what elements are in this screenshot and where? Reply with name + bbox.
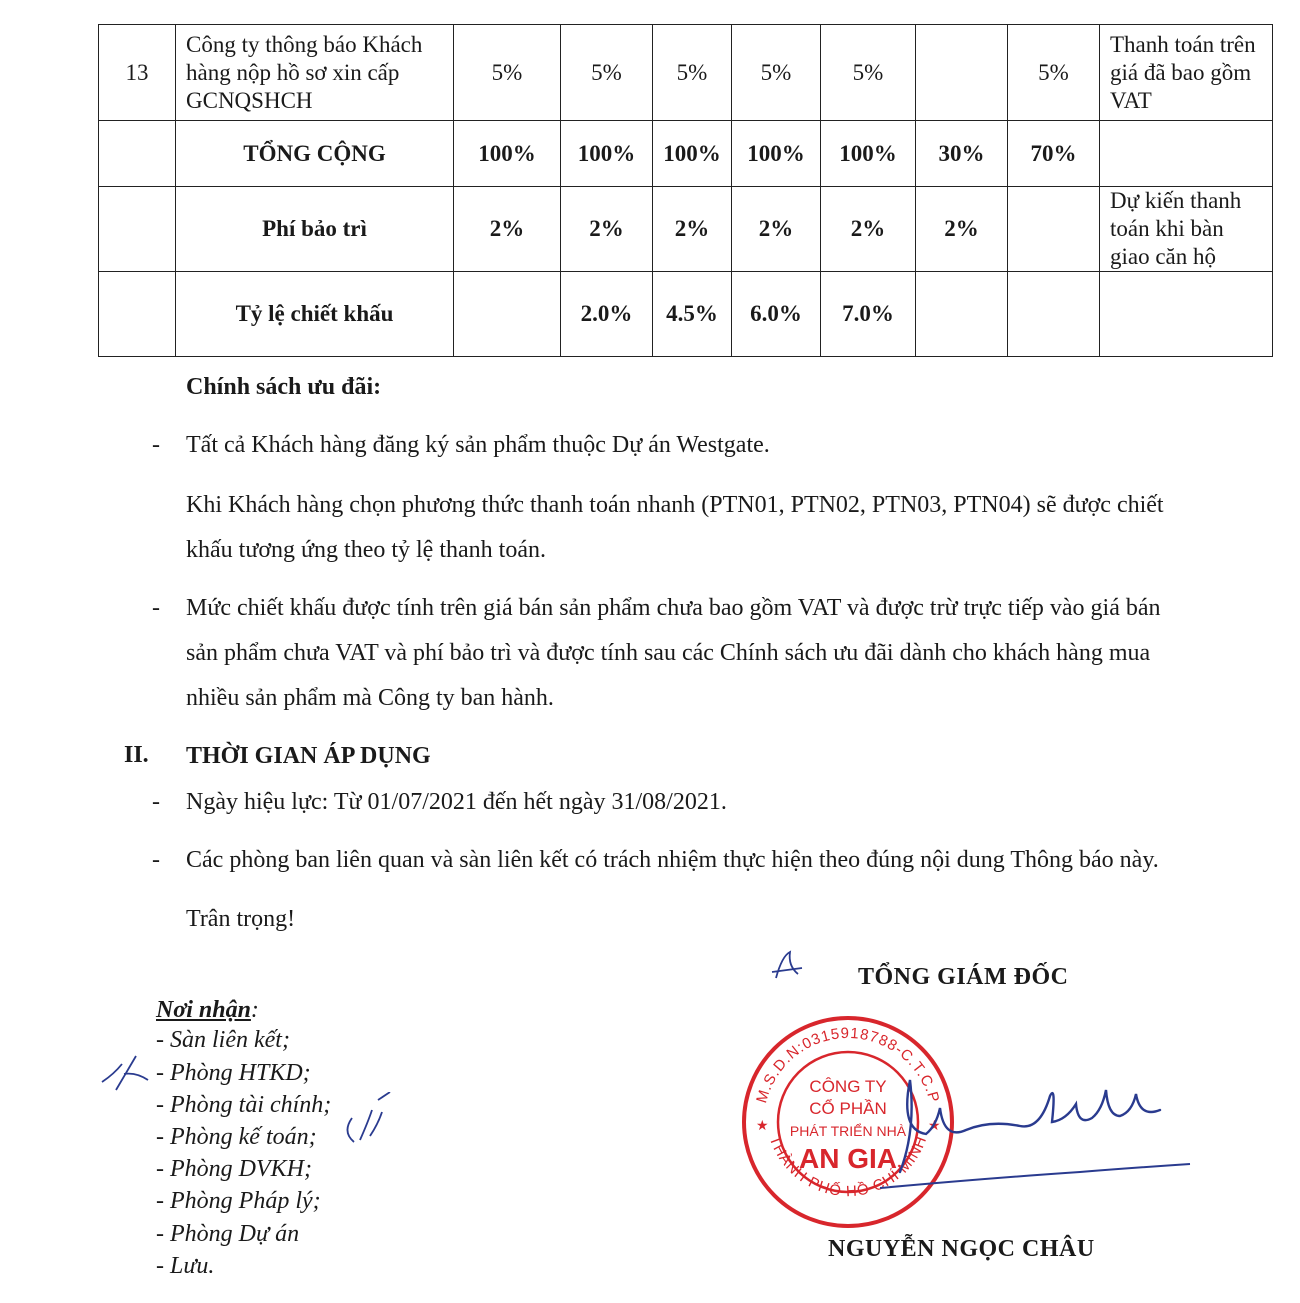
recipient-item: - Phòng kế toán; bbox=[156, 1124, 317, 1150]
svg-text:PHÁT TRIỂN NHÀ: PHÁT TRIỂN NHÀ bbox=[789, 1123, 907, 1139]
policy-bullet-1: Tất cả Khách hàng đăng ký sản phẩm thuộc Dự án Westgate. bbox=[186, 432, 770, 458]
handwritten-initial-mark bbox=[768, 948, 808, 984]
row-description: Tỷ lệ chiết khấu bbox=[176, 272, 454, 357]
table-cell: 2% bbox=[653, 187, 732, 272]
table-row bbox=[99, 187, 1273, 272]
table-cell: 2% bbox=[916, 187, 1008, 272]
table-cell bbox=[1008, 187, 1100, 272]
table-cell: 5% bbox=[821, 25, 916, 121]
bullet-dash: - bbox=[152, 595, 160, 621]
policy-bullet-2-line: sản phẩm chưa VAT và phí bảo trì và được tính sau các Chính sách ưu đãi dành cho khách hàng mua bbox=[186, 640, 1151, 666]
recipient-item: - Phòng tài chính; bbox=[156, 1092, 332, 1118]
row-description: TỔNG CỘNG bbox=[176, 121, 454, 187]
table-cell: 2% bbox=[732, 187, 821, 272]
row-number bbox=[99, 121, 176, 187]
table-cell: 30% bbox=[916, 121, 1008, 187]
section-number: II. bbox=[124, 742, 149, 768]
table-row bbox=[99, 121, 1273, 187]
recipient-item: - Sàn liên kết; bbox=[156, 1027, 290, 1053]
table-cell: 100% bbox=[454, 121, 561, 187]
row-number: 13 bbox=[99, 25, 176, 121]
table-cell: 5% bbox=[561, 25, 653, 121]
table-cell: 2.0% bbox=[561, 272, 653, 357]
table-cell: 2% bbox=[821, 187, 916, 272]
signatory-title: TỔNG GIÁM ĐỐC bbox=[858, 964, 1069, 990]
row-note bbox=[1100, 272, 1273, 357]
table-row bbox=[99, 272, 1273, 357]
policy-heading: Chính sách ưu đãi: bbox=[186, 374, 382, 400]
table-cell bbox=[916, 25, 1008, 121]
table-cell bbox=[916, 272, 1008, 357]
handwritten-signature bbox=[870, 1060, 1200, 1200]
table-cell bbox=[1008, 272, 1100, 357]
policy-paragraph-line: khấu tương ứng theo tỷ lệ thanh toán. bbox=[186, 537, 546, 563]
table-cell: 7.0% bbox=[821, 272, 916, 357]
row-description: Công ty thông báo Khách hàng nộp hồ sơ xin cấp GCNQSHCH bbox=[176, 25, 454, 121]
table-cell: 2% bbox=[561, 187, 653, 272]
table-cell bbox=[454, 272, 561, 357]
closing-greeting: Trân trọng! bbox=[186, 906, 296, 932]
policy-paragraph-line: Khi Khách hàng chọn phương thức thanh toán nhanh (PTN01, PTN02, PTN03, PTN04) sẽ được chiết bbox=[186, 492, 1164, 518]
recipient-item: - Phòng DVKH; bbox=[156, 1156, 312, 1182]
handwritten-initial-mark bbox=[338, 1092, 398, 1152]
policy-bullet-2-line: nhiều sản phẩm mà Công ty ban hành. bbox=[186, 685, 554, 711]
responsibility-line: Các phòng ban liên quan và sàn liên kết có trách nhiệm thực hiện theo đúng nội dung Thông báo này. bbox=[186, 847, 1159, 873]
row-description: Phí bảo trì bbox=[176, 187, 454, 272]
table-cell: 70% bbox=[1008, 121, 1100, 187]
table-cell: 2% bbox=[454, 187, 561, 272]
table-cell: 4.5% bbox=[653, 272, 732, 357]
policy-bullet-2-line: Mức chiết khấu được tính trên giá bán sản phẩm chưa bao gồm VAT và được trừ trực tiếp vào giá bán bbox=[186, 595, 1161, 621]
payment-schedule-table bbox=[98, 24, 1273, 357]
handwritten-initial-mark bbox=[96, 1050, 156, 1100]
recipient-item: - Phòng HTKD; bbox=[156, 1060, 311, 1086]
svg-text:CỔ PHẦN: CỔ PHẦN bbox=[809, 1099, 887, 1118]
signatory-name: NGUYỄN NGỌC CHÂU bbox=[828, 1236, 1095, 1262]
table-row bbox=[99, 25, 1273, 121]
table-cell: 5% bbox=[653, 25, 732, 121]
recipients-title: Nơi nhận bbox=[156, 997, 251, 1023]
row-note: Thanh toán trên giá đã bao gồm VAT bbox=[1100, 25, 1273, 121]
svg-text:CÔNG TY: CÔNG TY bbox=[809, 1077, 887, 1096]
recipient-item: - Lưu. bbox=[156, 1253, 215, 1279]
svg-text:THÀNH PHỐ HỒ CHÍ MINH: THÀNH PHỐ HỒ CHÍ MINH bbox=[765, 1133, 931, 1201]
table-cell: 5% bbox=[732, 25, 821, 121]
row-number bbox=[99, 272, 176, 357]
table-cell: 100% bbox=[732, 121, 821, 187]
table-cell: 5% bbox=[1008, 25, 1100, 121]
table-cell: 100% bbox=[821, 121, 916, 187]
svg-text:★: ★ bbox=[928, 1117, 941, 1133]
table-cell: 100% bbox=[653, 121, 732, 187]
row-note bbox=[1100, 121, 1273, 187]
table-cell: 100% bbox=[561, 121, 653, 187]
row-note: Dự kiến thanh toán khi bàn giao căn hộ bbox=[1100, 187, 1273, 272]
table-cell: 5% bbox=[454, 25, 561, 121]
recipients-colon: : bbox=[250, 997, 259, 1023]
svg-text:AN GIA: AN GIA bbox=[799, 1143, 897, 1174]
svg-text:★: ★ bbox=[756, 1117, 769, 1133]
bullet-dash: - bbox=[152, 432, 160, 458]
recipients-heading bbox=[156, 994, 259, 1026]
bullet-dash: - bbox=[152, 789, 160, 815]
bullet-dash: - bbox=[152, 847, 160, 873]
section-title: THỜI GIAN ÁP DỤNG bbox=[186, 743, 431, 769]
table-cell: 6.0% bbox=[732, 272, 821, 357]
svg-text:M.S.D.N:0315918788-C.T.C.P: M.S.D.N:0315918788-C.T.C.P bbox=[753, 1024, 943, 1106]
row-number bbox=[99, 187, 176, 272]
recipient-item: - Phòng Pháp lý; bbox=[156, 1188, 321, 1214]
recipient-item: - Phòng Dự án bbox=[156, 1221, 300, 1247]
effective-date-line: Ngày hiệu lực: Từ 01/07/2021 đến hết ngày 31/08/2021. bbox=[186, 789, 727, 815]
